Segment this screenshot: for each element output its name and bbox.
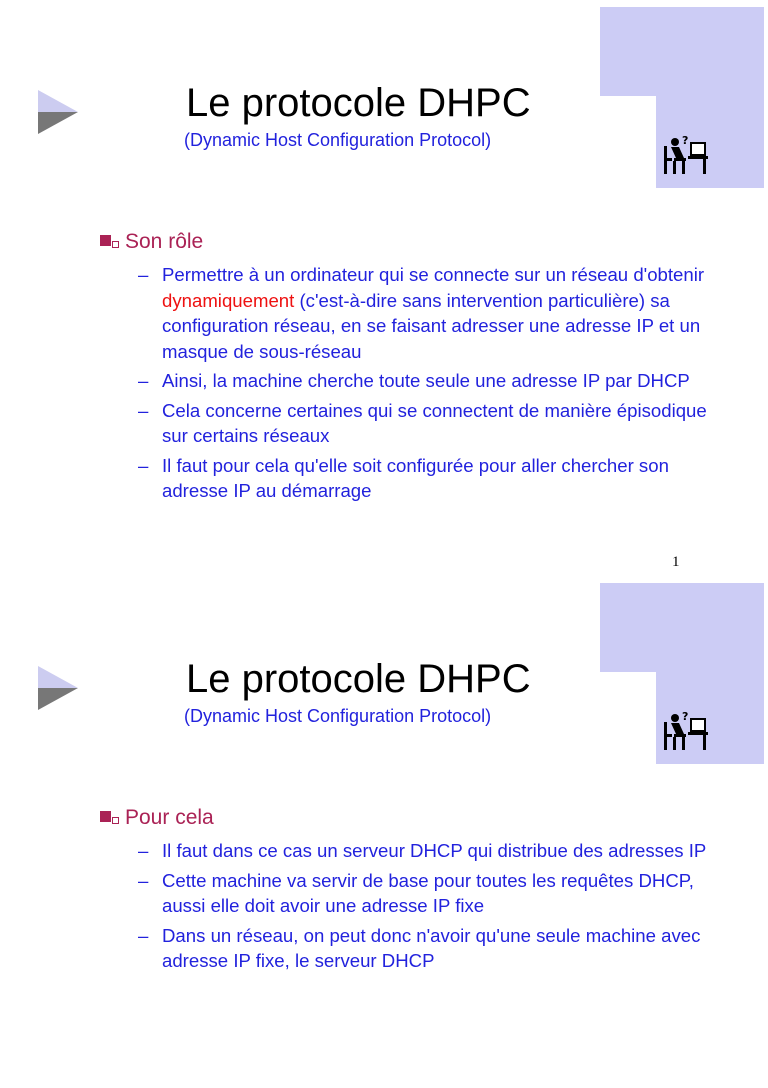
svg-text:?: ?: [682, 710, 689, 723]
slide-title: Le protocole DHPC: [186, 81, 531, 125]
decorative-block-top: [600, 7, 764, 96]
list-item: [136, 923, 736, 974]
list-item: [136, 838, 736, 864]
slide-subtitle: (Dynamic Host Configuration Protocol): [184, 130, 492, 150]
dash-bullet: –: [138, 399, 149, 421]
section-heading: [100, 229, 203, 255]
person-at-computer-icon: [662, 710, 708, 750]
list-item: [136, 453, 736, 504]
slide-2: [0, 576, 768, 1088]
bullet-square-icon: [100, 235, 111, 246]
list-item-text: Dans un réseau, on peut donc n'avoir qu'une seule machine avec adresse IP fixe, le serveur DHCP: [162, 924, 701, 971]
section-heading-label: Son rôle: [125, 230, 204, 253]
dash-bullet: –: [138, 869, 149, 891]
bullet-list: [136, 262, 736, 508]
list-item-text: Cela concerne certaines qui se connectent de manière épisodique sur certains réseaux: [162, 399, 707, 446]
slide-title: Le protocole DHPC: [186, 657, 531, 701]
dash-bullet: –: [138, 924, 149, 946]
list-item-text: (c'est-à-dire sans intervention particulière) sa configuration réseau, en se faisant adresser une adresse IP et un masque de sous-réseau: [162, 289, 701, 362]
dash-bullet: –: [138, 454, 149, 476]
dash-bullet: –: [138, 264, 149, 285]
svg-text:?: ?: [682, 134, 689, 147]
bullet-small-square-icon: [112, 817, 119, 824]
triangle-arrow-icon: [38, 666, 78, 710]
bullet-small-square-icon: [112, 241, 119, 248]
list-item: [136, 868, 736, 919]
list-item: [136, 368, 736, 394]
list-item-text: Ainsi, la machine cherche toute seule une adresse IP par DHCP: [162, 370, 690, 391]
page-number: 1: [672, 554, 680, 570]
decorative-block-top: [600, 583, 764, 672]
highlighted-word: dynamiquement: [162, 289, 295, 311]
list-item: [136, 262, 736, 364]
section-heading: [100, 805, 214, 831]
bullet-list: [136, 838, 736, 978]
section-heading-label: Pour cela: [125, 806, 214, 829]
list-item-text: Il faut pour cela qu'elle soit configurée pour aller chercher son adresse IP au démarrage: [162, 454, 669, 501]
person-at-computer-icon: [662, 134, 708, 174]
slide-subtitle: (Dynamic Host Configuration Protocol): [184, 706, 492, 726]
list-item-text: Cette machine va servir de base pour toutes les requêtes DHCP, aussi elle doit avoir une adresse IP fixe: [162, 869, 694, 916]
dash-bullet: –: [138, 370, 149, 391]
list-item-text: Permettre à un ordinateur qui se connecte sur un réseau d'obtenir: [162, 264, 705, 285]
triangle-arrow-icon: [38, 90, 78, 134]
list-item-text: Il faut dans ce cas un serveur DHCP qui distribue des adresses IP: [162, 840, 707, 861]
dash-bullet: –: [138, 840, 149, 861]
bullet-square-icon: [100, 811, 111, 822]
list-item: [136, 398, 736, 449]
